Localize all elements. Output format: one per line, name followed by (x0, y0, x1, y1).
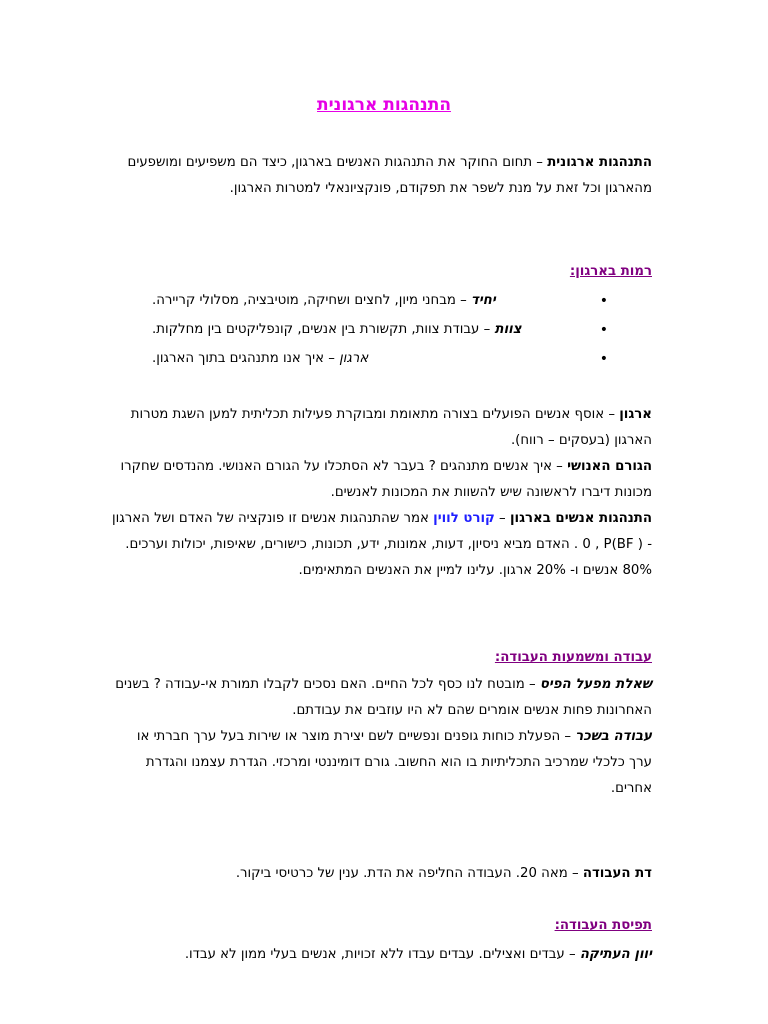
ancient-greece-paragraph (112, 942, 652, 968)
bullet-icon: • (599, 351, 608, 367)
org-term: ארגון (619, 407, 652, 422)
work-paragraph (112, 672, 652, 802)
intro-paragraph (112, 150, 652, 202)
level-text: – מבחני מיון, לחצים ושחיקה, מוטיבציה, מסלולי קריירה. (152, 293, 472, 308)
level-text: – איך אנו מתנהגים בתוך הארגון. (152, 351, 340, 366)
level-term: יחיד (471, 293, 496, 308)
work-religion-text: – מאה 20. העבודה החליפה את הדת. ענין של כרטיסי ביקור. (235, 866, 583, 881)
bullet-icon: • (599, 322, 608, 338)
human-factor-text: – איך אנשים מתנהגים ? בעבר לא הסתכלו על הגורם האנושי. מהנדסים שחקרו מכונות דיברו לראשונה שיש להשוות את המכונות לאנשים. (120, 459, 652, 500)
perception-heading: תפיסת העבודה: (554, 918, 652, 933)
org-text: – אוסף אנשים הפועלים בצורה מתאומת ומבוקרת פעילות תכליתית למען השגת מטרות הארגון (בעסקים – רווח). (130, 407, 652, 448)
lottery-text: – מובטח לנו כסף לכל החיים. האם נסכים לקבלו תמורת אי-עבודה ? בשנים האחרונות פחות אנשים אומרים שהם לא היו עוזבים את עבודתם. (115, 677, 652, 718)
work-heading: עבודה ומשמעות העבודה: (494, 650, 652, 665)
work-religion-paragraph (112, 861, 652, 887)
level-term: ארגון (339, 351, 369, 366)
list-item (112, 317, 652, 343)
human-factor-term: הגורם האנושי (567, 459, 652, 474)
levels-heading: רמות בארגון: (569, 264, 652, 279)
lewin-name: קורט לווין (433, 511, 495, 526)
lottery-term: שאלת מפעל הפיס (539, 677, 652, 692)
list-item (112, 288, 652, 314)
level-term: צוות (494, 322, 522, 337)
intro-term: התנהגות ארגונית (547, 155, 652, 170)
greece-term: יוון העתיקה (579, 947, 652, 962)
bullet-icon: • (599, 293, 608, 309)
paid-work-text: – הפעלת כוחות גופנים ונפשיים לשם יצירת מוצר או שירות בעל ערך חברתי או ערך כלכלי שמרכיב התכליתיות בו הוא החשוב. גורם דומיננטי ומרכזי. הגדרת עצמנו והגדרת אחרים. (136, 729, 652, 796)
paid-work-term: עבודה בשכר (575, 729, 652, 744)
document-title: התנהגות ארגונית (317, 95, 451, 115)
org-paragraph (112, 402, 652, 584)
work-religion-term: דת העבודה (582, 866, 652, 881)
behavior-dash: – (494, 511, 510, 526)
level-text: – עבודת צוות, תקשורת בין אנשים, קונפליקטים בין מחלקות. (152, 322, 495, 337)
behavior-text: אמר שהתנהגות אנשים זו פונקציה של האדם ושל הארגון - ( BF)0 , P . האדם מביא ניסיון, דעות, אמונות, ידע, תכונות, כישורים, שאיפות, יכולות וערכים. 80% אנשים ו- 20% ארגון. עלינו למיין את האנשים המתאימים. (112, 511, 652, 578)
behavior-term: התנהגות אנשים בארגון (509, 511, 652, 526)
list-item (112, 346, 652, 372)
intro-text: – תחום החוקר את התנהגות האנשים בארגון, כיצד הם משפיעים ומושפעים מהארגון וכל זאת על מנת לשפר את תפקודם, פונקציונאלי למטרות הארגון. (127, 155, 652, 196)
greece-text: – עבדים ואצילים. עבדים עבדו ללא זכויות, אנשים בעלי ממון לא עבדו. (184, 947, 580, 962)
